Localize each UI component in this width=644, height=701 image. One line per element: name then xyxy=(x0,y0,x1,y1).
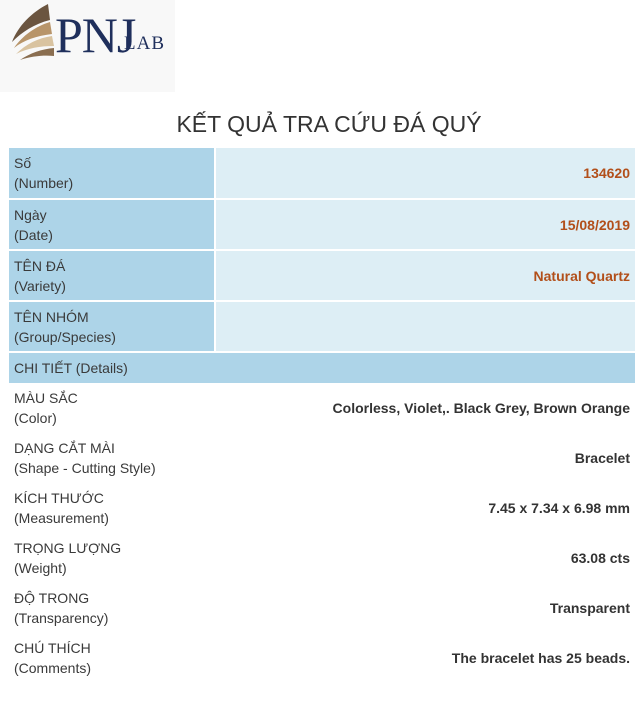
detail-label: DẠNG CẮT MÀI xyxy=(14,440,115,456)
detail-value: Transparent xyxy=(215,583,635,633)
summary-sublabel: (Group/Species) xyxy=(14,328,116,345)
detail-label-cell xyxy=(9,483,215,533)
summary-row-variety xyxy=(9,250,635,301)
summary-label-cell xyxy=(9,148,215,199)
detail-row-color xyxy=(9,383,635,433)
summary-row-number xyxy=(9,148,635,199)
summary-row-group xyxy=(9,301,635,352)
logo-pnj-text: PNJ xyxy=(55,7,136,63)
detail-value: Bracelet xyxy=(215,433,635,483)
detail-label: KÍCH THƯỚC xyxy=(14,490,104,506)
summary-label: TÊN ĐÁ xyxy=(14,257,66,274)
result-table xyxy=(9,148,635,683)
detail-row-measurement xyxy=(9,483,635,533)
pnj-sail-logo-icon xyxy=(8,2,54,62)
summary-sublabel: (Number) xyxy=(14,175,74,191)
summary-label-cell xyxy=(9,250,215,301)
summary-value: 15/08/2019 xyxy=(215,199,635,250)
detail-label: CHÚ THÍCH xyxy=(14,640,91,656)
details-header-label: CHI TIẾT (Details) xyxy=(9,352,635,383)
summary-sublabel: (Variety) xyxy=(14,277,66,294)
detail-label-cell xyxy=(9,633,215,683)
detail-value: 63.08 cts xyxy=(215,533,635,583)
detail-row-shape xyxy=(9,433,635,483)
detail-label-cell xyxy=(9,533,215,583)
detail-sublabel: (Shape - Cutting Style) xyxy=(14,460,156,476)
detail-label: ĐỘ TRONG xyxy=(14,590,90,606)
detail-row-transparency xyxy=(9,583,635,633)
logo-lab-text: LAB xyxy=(124,33,165,54)
summary-value: 134620 xyxy=(215,148,635,199)
detail-label-cell xyxy=(9,433,215,483)
summary-label: Ngày xyxy=(14,206,47,223)
detail-label: MÀU SẮC xyxy=(14,390,78,406)
detail-sublabel: (Weight) xyxy=(14,560,67,576)
detail-row-comments xyxy=(9,633,635,683)
summary-label-cell xyxy=(9,199,215,250)
summary-value: Natural Quartz xyxy=(215,250,635,301)
summary-label-cell xyxy=(9,301,215,352)
detail-value: The bracelet has 25 beads. xyxy=(215,633,635,683)
detail-value: 7.45 x 7.34 x 6.98 mm xyxy=(215,483,635,533)
page-title: KẾT QUẢ TRA CỨU ĐÁ QUÝ xyxy=(176,111,482,137)
detail-sublabel: (Color) xyxy=(14,410,57,426)
detail-label-cell xyxy=(9,383,215,433)
summary-sublabel: (Date) xyxy=(14,226,53,243)
summary-value xyxy=(215,301,635,352)
detail-sublabel: (Transparency) xyxy=(14,610,109,626)
detail-label-cell xyxy=(9,583,215,633)
detail-sublabel: (Comments) xyxy=(14,660,92,676)
summary-label: TÊN NHÓM xyxy=(14,308,89,325)
detail-sublabel: (Measurement) xyxy=(14,510,109,526)
summary-label: Số xyxy=(14,155,32,171)
pnj-lab-logo xyxy=(0,0,175,92)
summary-row-date xyxy=(9,199,635,250)
detail-label: TRỌNG LƯỢNG xyxy=(14,540,122,556)
detail-value: Colorless, Violet,. Black Grey, Brown Orange xyxy=(215,383,635,433)
details-section-header xyxy=(9,352,635,383)
detail-row-weight xyxy=(9,533,635,583)
